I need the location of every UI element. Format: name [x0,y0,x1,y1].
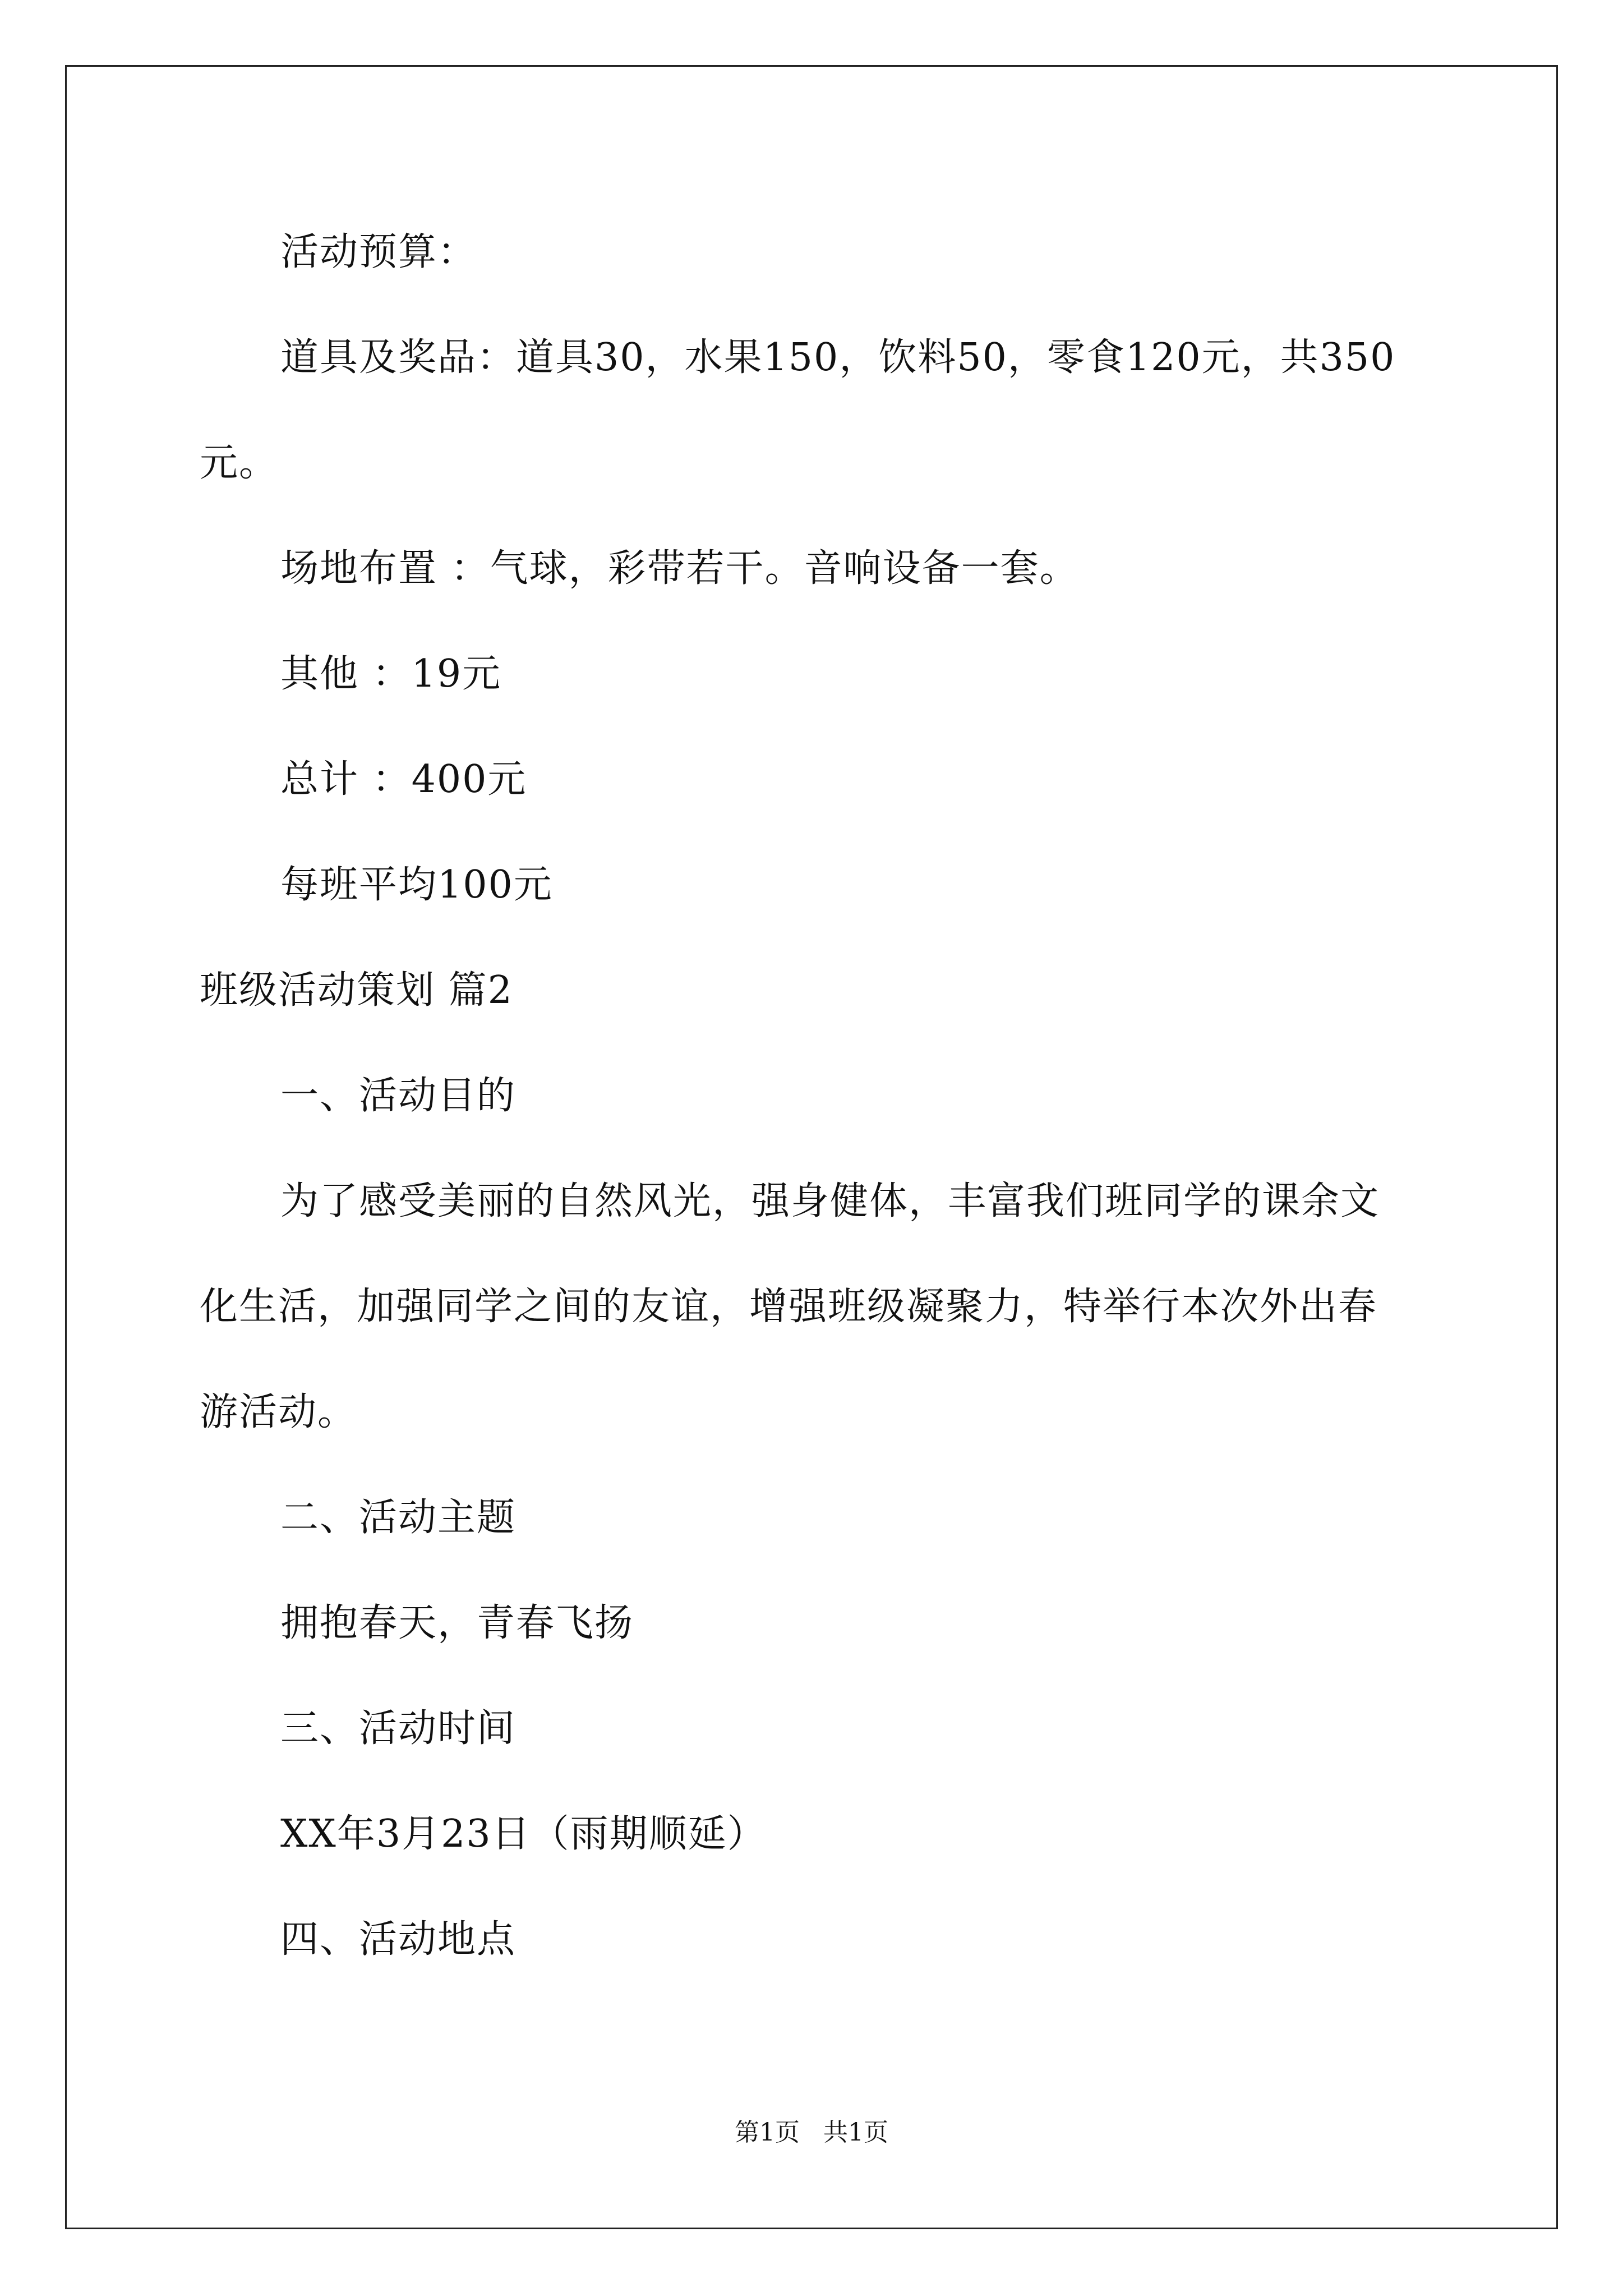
page-border [65,65,1558,2229]
section-title: 班级活动策划 篇2 [200,968,513,1013]
paragraph-props-prizes: 道具及奖品：道具30，水果150，饮料50，零食120元，共350 [280,335,1396,380]
paragraph-average-per-class: 每班平均100元 [280,863,553,907]
paragraph-total-cost: 总计 ：400元 [280,757,527,802]
paragraph-theme: 拥抱春天，青春飞扬 [280,1601,634,1645]
heading-purpose: 一、活动目的 [280,1074,517,1118]
page-footer [0,2117,1623,2148]
paragraph-props-prizes-cont: 元。 [200,441,279,485]
page-number-current: 第1页 [735,2118,800,2147]
heading-time: 三、活动时间 [280,1706,517,1751]
heading-location: 四、活动地点 [280,1917,517,1962]
paragraph-venue-setup: 场地布置 ：气球，彩带若干。音响设备一套。 [280,546,1079,591]
paragraph-purpose-line1: 为了感受美丽的自然风光，强身健体，丰富我们班同学的课余文 [280,1179,1380,1223]
paragraph-budget-heading: 活动预算： [280,230,477,274]
paragraph-purpose-line3: 游活动。 [200,1390,357,1434]
paragraph-time: XX年3月23日（雨期顺延） [280,1812,767,1856]
paragraph-purpose-line2: 化生活，加强同学之间的友谊，增强班级凝聚力，特举行本次外出春 [200,1285,1378,1329]
paragraph-other-cost: 其他 ：19元 [280,652,502,696]
heading-theme: 二、活动主题 [280,1496,517,1540]
page-number-total: 共1页 [823,2118,888,2147]
